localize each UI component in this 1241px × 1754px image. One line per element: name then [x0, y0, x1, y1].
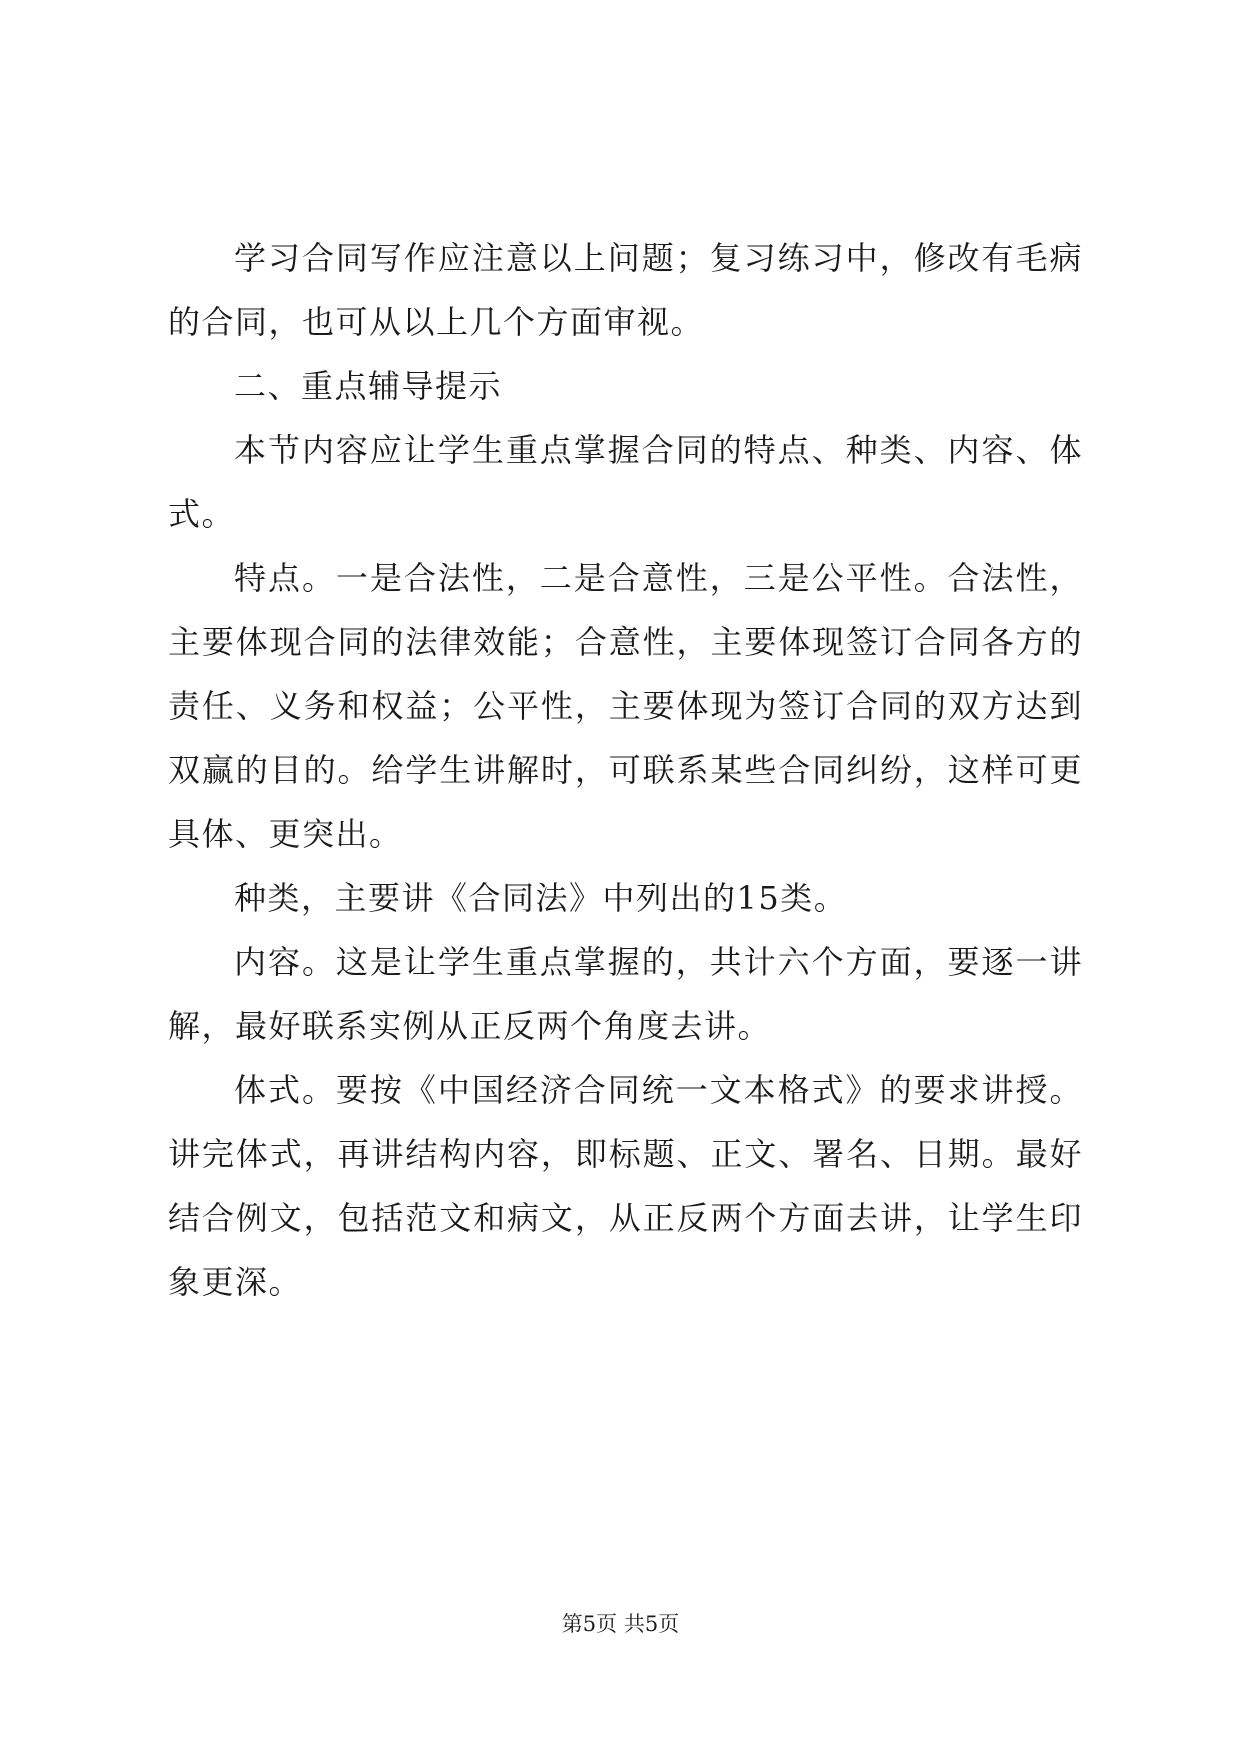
- document-body: [168, 226, 1083, 1314]
- paragraph-key-points: 本节内容应让学生重点掌握合同的特点、种类、内容、体式。: [168, 431, 1083, 533]
- paragraph-characteristics: 特点。一是合法性，二是合意性，三是公平性。合法性，主要体现合同的法律效能；合意性，主要体现签订合同各方的责任、义务和权益；公平性，主要体现为签订合同的双方达到双赢的目的。给学生讲解时，可联系某些合同纠纷，这样可更具体、更突出。: [168, 559, 1083, 853]
- paragraph-review-note: 学习合同写作应注意以上问题；复习练习中，修改有毛病的合同，也可从以上几个方面审视。: [168, 239, 1083, 341]
- page-footer: [0, 1610, 1241, 1638]
- section-heading: 二、重点辅导提示: [234, 367, 503, 405]
- page-number: 第5页 共5页: [561, 1612, 680, 1636]
- paragraph-types: 种类，主要讲《合同法》中列出的15类。: [234, 879, 848, 917]
- paragraph-content: 内容。这是让学生重点掌握的，共计六个方面，要逐一讲解，最好联系实例从正反两个角度去讲。: [168, 943, 1083, 1045]
- paragraph-format: 体式。要按《中国经济合同统一文本格式》的要求讲授。讲完体式，再讲结构内容，即标题、正文、署名、日期。最好结合例文，包括范文和病文，从正反两个方面去讲，让学生印象更深。: [168, 1071, 1083, 1301]
